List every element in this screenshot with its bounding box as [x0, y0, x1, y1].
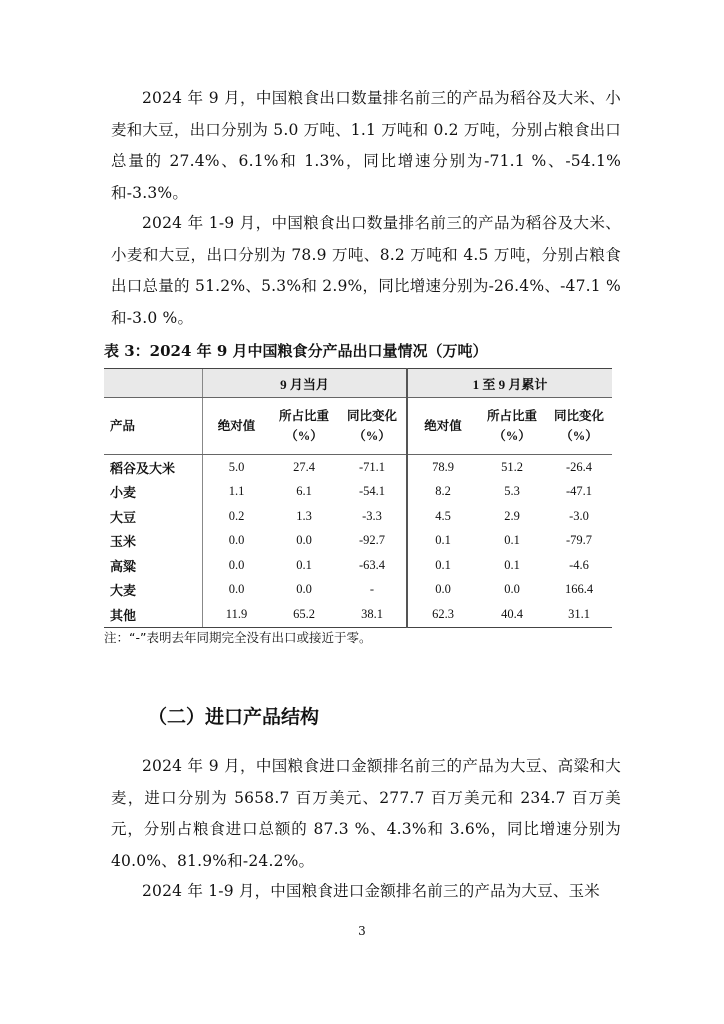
table-row: 小麦 1.1 6.1 -54.1 8.2 5.3 -47.1: [104, 480, 612, 505]
table-note: 注：“-”表明去年同期完全没有出口或接近于零。: [104, 630, 372, 645]
table-caption: 表 3：2024 年 9 月中国粮食分产品出口量情况（万吨）: [104, 342, 488, 360]
table-row: 稻谷及大米 5.0 27.4 -71.1 78.9 51.2 -26.4: [104, 455, 612, 480]
page-number: 3: [358, 924, 366, 938]
col-abs-ytd: 绝对值: [407, 398, 478, 455]
paragraph-import-sept: 2024 年 9 月，中国粮食进口金额排名前三的产品为大豆、高粱和大麦，进口分别为 5658.7 百万美元、277.7 百万美元和 234.7 百万美元，分别占粮食进口总额的 87.3 %、4.3%和 3.6%，同比增速分别为 40.0%、81.9%和-24.2%。: [111, 757, 621, 870]
table-column-header: [104, 398, 612, 455]
paragraph-export-sept: 2024 年 9 月，中国粮食出口数量排名前三的产品为稻谷及大米、小麦和大豆，出口分别为 5.0 万吨、1.1 万吨和 0.2 万吨，分别占粮食出口总量的 27.4%、6.1%和 1.3%，同比增速分别为-71.1 %、-54.1%和-3.3%。: [111, 89, 621, 202]
col-product: 产品: [104, 398, 203, 455]
table-row: 大麦 0.0 0.0 - 0.0 0.0 166.4: [104, 578, 612, 603]
table-row: 高粱 0.0 0.1 -63.4 0.1 0.1 -4.6: [104, 553, 612, 578]
table-row: 大豆 0.2 1.3 -3.3 4.5 2.9 -3.0: [104, 504, 612, 529]
col-share-ytd: 所占比重 （%）: [478, 398, 546, 455]
table-row: 玉米 0.0 0.0 -92.7 0.1 0.1 -79.7: [104, 529, 612, 554]
col-share-sept: 所占比重 （%）: [270, 398, 338, 455]
group-header-ytd: 1 至 9 月累计: [407, 369, 612, 398]
export-table: [104, 368, 612, 628]
table-group-header: [104, 369, 612, 398]
col-abs-sept: 绝对值: [203, 398, 271, 455]
table-row: 其他 11.9 65.2 38.1 62.3 40.4 31.1: [104, 602, 612, 627]
col-yoy-ytd: 同比变化 （%）: [546, 398, 612, 455]
paragraph-export-ytd: 2024 年 1-9 月，中国粮食出口数量排名前三的产品为稻谷及大米、小麦和大豆，出口分别为 78.9 万吨、8.2 万吨和 4.5 万吨，分别占粮食出口总量的 51.2%、5.3%和 2.9%，同比增速分别为-26.4%、-47.1 %和-3.0 %。: [111, 214, 621, 327]
paragraph-import-ytd: 2024 年 1-9 月，中国粮食进口金额排名前三的产品为大豆、玉米: [142, 882, 600, 900]
section-title: （二）进口产品结构: [148, 706, 320, 728]
group-header-sept: 9 月当月: [203, 369, 408, 398]
col-yoy-sept: 同比变化 （%）: [338, 398, 407, 455]
group-header-blank: [104, 369, 203, 398]
